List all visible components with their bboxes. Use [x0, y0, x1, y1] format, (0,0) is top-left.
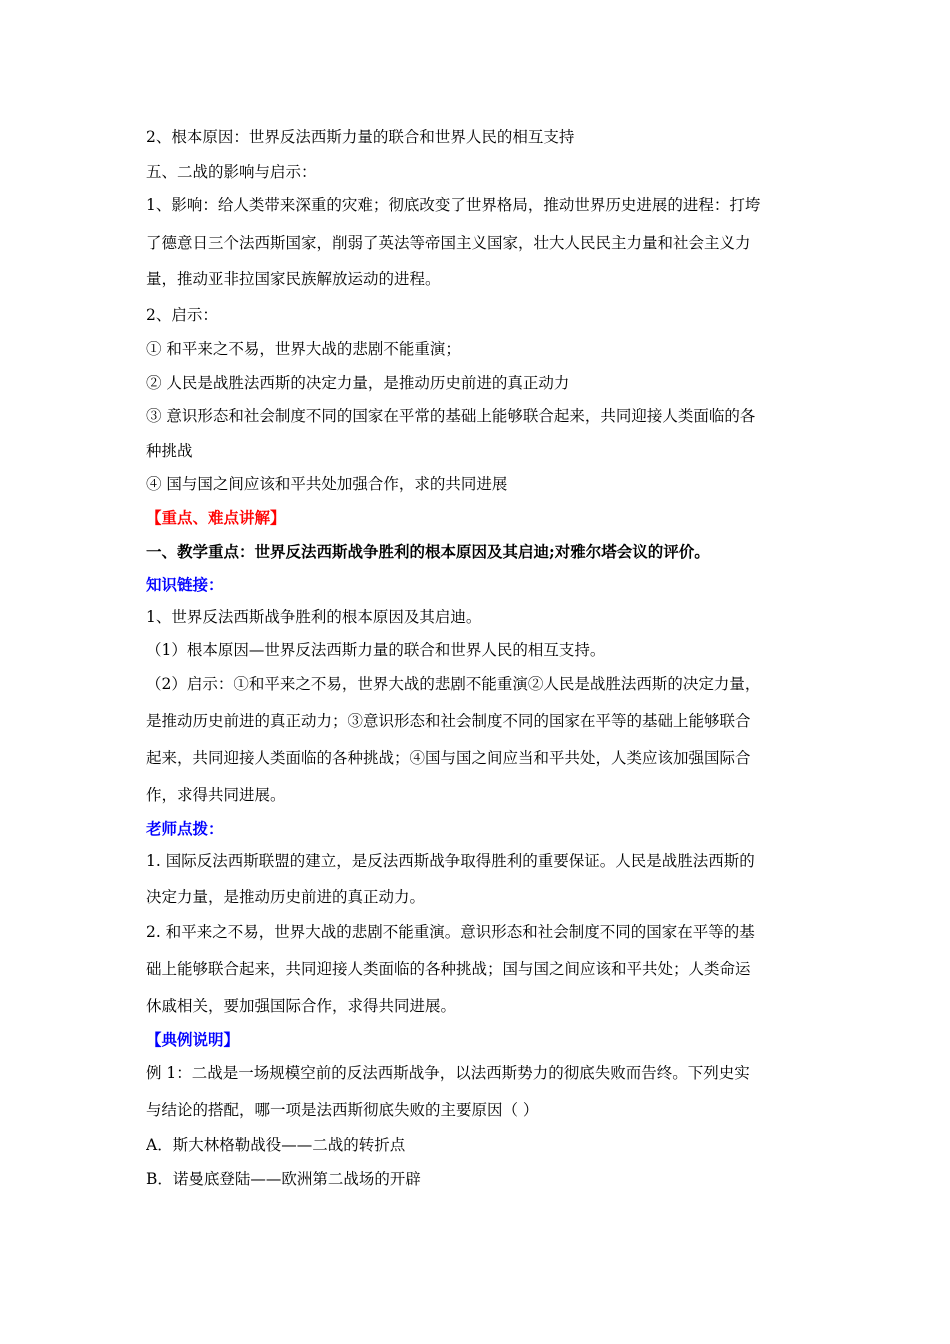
text-line: 1、影响：给人类带来深重的灾难；彻底改变了世界格局，推动世界历史进展的进程：打垮 — [146, 196, 761, 214]
teaching-focus-heading: 一、教学重点：世界反法西斯战争胜利的根本原因及其启迪;对雅尔塔会议的评价。 — [146, 542, 710, 561]
knowledge-link-heading: 知识链接： — [146, 575, 224, 594]
list-item: ② 人民是战胜法西斯的决定力量，是推动历史前进的真正动力 — [146, 374, 570, 392]
text-line: 量，推动亚非拉国家民族解放运动的进程。 — [146, 270, 441, 288]
text-line: 础上能够联合起来，共同迎接人类面临的各种挑战；国与国之间应该和平共处；人类命运 — [146, 960, 751, 978]
text-line: 起来，共同迎接人类面临的各种挑战；④国与国之间应当和平共处，人类应该加强国际合 — [146, 749, 751, 767]
text-line: （1）根本原因—世界反法西斯力量的联合和世界人民的相互支持。 — [146, 641, 606, 659]
answer-option-b: B．诺曼底登陆——欧洲第二战场的开辟 — [146, 1170, 421, 1188]
example-heading: 【典例说明】 — [146, 1030, 240, 1049]
text-line: 作，求得共同进展。 — [146, 786, 286, 804]
text-line: 2、启示： — [146, 306, 218, 324]
answer-option-a: A．斯大林格勒战役——二战的转折点 — [146, 1136, 406, 1154]
key-points-heading: 【重点、难点讲解】 — [146, 508, 286, 527]
text-line: 休戚相关，要加强国际合作，求得共同进展。 — [146, 997, 457, 1015]
text-line: 了德意日三个法西斯国家，削弱了英法等帝国主义国家，壮大人民民主力量和社会主义力 — [146, 234, 751, 252]
question-text: 例 1：二战是一场规模空前的反法西斯战争，以法西斯势力的彻底失败而告终。下列史实 — [146, 1064, 750, 1082]
question-text: 与结论的搭配，哪一项是法西斯彻底失败的主要原因（ ） — [146, 1101, 539, 1119]
list-item: ④ 国与国之间应该和平共处加强合作，求的共同进展 — [146, 475, 508, 493]
text-line: 1. 国际反法西斯联盟的建立，是反法西斯战争取得胜利的重要保证。人民是战胜法西斯的 — [146, 852, 755, 870]
text-line: 1、世界反法西斯战争胜利的根本原因及其启迪。 — [146, 608, 482, 626]
list-item: ③ 意识形态和社会制度不同的国家在平常的基础上能够联合起来，共同迎接人类面临的各 — [146, 407, 756, 425]
text-line: 是推动历史前进的真正动力；③意识形态和社会制度不同的国家在平等的基础上能够联合 — [146, 712, 751, 730]
text-line: 决定力量，是推动历史前进的真正动力。 — [146, 888, 426, 906]
text-line: 2. 和平来之不易，世界大战的悲剧不能重演。意识形态和社会制度不同的国家在平等的基 — [146, 923, 755, 941]
text-line: 2、根本原因：世界反法西斯力量的联合和世界人民的相互支持 — [146, 128, 575, 146]
list-item: ① 和平来之不易，世界大战的悲剧不能重演； — [146, 340, 461, 358]
teacher-tips-heading: 老师点拨： — [146, 819, 224, 838]
text-line: 种挑战 — [146, 442, 193, 460]
section-heading: 五、二战的影响与启示： — [146, 163, 317, 181]
text-line: （2）启示：①和平来之不易，世界大战的悲剧不能重演②人民是战胜法西斯的决定力量， — [146, 675, 761, 693]
